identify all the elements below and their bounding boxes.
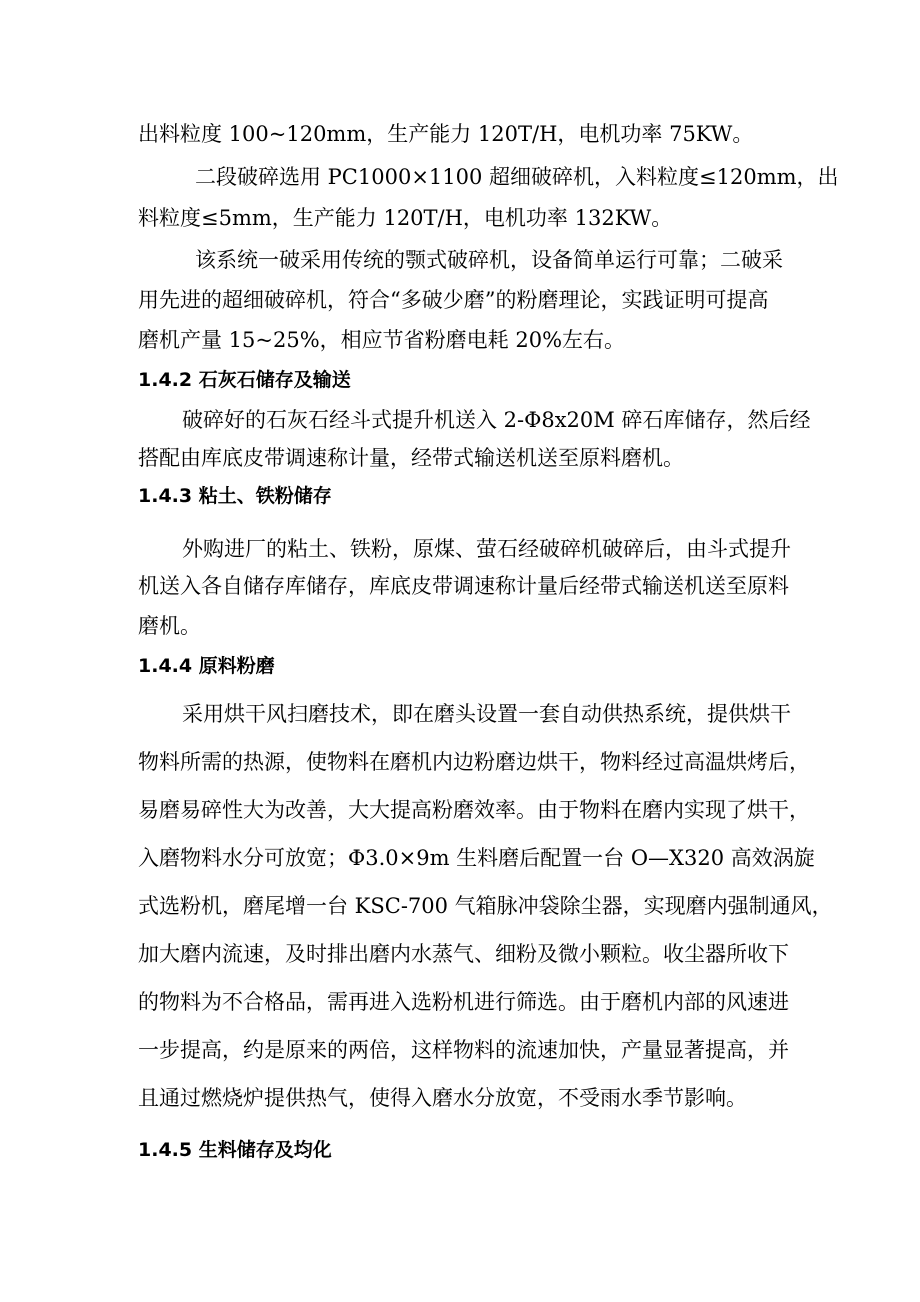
paragraph-line: 式选粉机，磨尾增一台 KSC-700 气箱脉冲袋除尘器，实现磨内强制通风， [138,894,833,918]
paragraph-line: 机送入各自储存库储存，库底皮带调速称计量后经带式输送机送至原料 [138,574,789,598]
paragraph-line: 该系统一破采用传统的颚式破碎机，设备简单运行可靠；二破采 [195,248,783,272]
paragraph-line: 入磨物料水分可放宽；Φ3.0×9m 生料磨后配置一台 O—X320 高效涡旋 [138,846,815,870]
paragraph-line: 易磨易碎性大为改善，大大提高粉磨效率。由于物料在磨内实现了烘干， [138,798,810,822]
section-heading-1-4-4: 1.4.4 原料粉磨 [138,655,275,677]
paragraph-line: 料粒度≤5mm，生产能力 120T/H，电机功率 132KW。 [138,206,673,230]
paragraph-line: 用先进的超细破碎机，符合“多破少磨”的粉磨理论，实践证明可提高 [138,288,769,312]
section-heading-1-4-2: 1.4.2 石灰石储存及输送 [138,369,351,391]
paragraph-line: 破碎好的石灰石经斗式提升机送入 2-Φ8x20M 碎石库储存，然后经 [182,408,811,432]
paragraph-line: 一步提高，约是原来的两倍，这样物料的流速加快，产量显著提高，并 [138,1038,789,1062]
paragraph-line: 出料粒度 100~120mm，生产能力 120T/H，电机功率 75KW。 [138,122,754,146]
paragraph-line: 搭配由库底皮带调速称计量，经带式输送机送至原料磨机。 [138,446,684,470]
paragraph-line: 外购进厂的粘土、铁粉，原煤、萤石经破碎机破碎后，由斗式提升 [182,537,791,561]
paragraph-line: 二段破碎选用 PC1000×1100 超细破碎机，入料粒度≤120mm，出 [195,165,839,189]
section-heading-1-4-3: 1.4.3 粘土、铁粉储存 [138,485,332,507]
paragraph-line: 物料所需的热源，使物料在磨机内边粉磨边烘干，物料经过高温烘烤后， [138,750,810,774]
section-heading-1-4-5: 1.4.5 生料储存及均化 [138,1139,332,1161]
paragraph-line: 的物料为不合格品，需再进入选粉机进行筛选。由于磨机内部的风速进 [138,990,789,1014]
paragraph-line: 磨机。 [138,614,201,638]
paragraph-line: 加大磨内流速，及时排出磨内水蒸气、细粉及微小颗粒。收尘器所收下 [138,942,789,966]
paragraph-line: 且通过燃烧炉提供热气，使得入磨水分放宽，不受雨水季节影响。 [138,1086,747,1110]
paragraph-line: 磨机产量 15~25%，相应节省粉磨电耗 20%左右。 [138,328,626,352]
paragraph-line: 采用烘干风扫磨技术，即在磨头设置一套自动供热系统，提供烘干 [182,702,791,726]
